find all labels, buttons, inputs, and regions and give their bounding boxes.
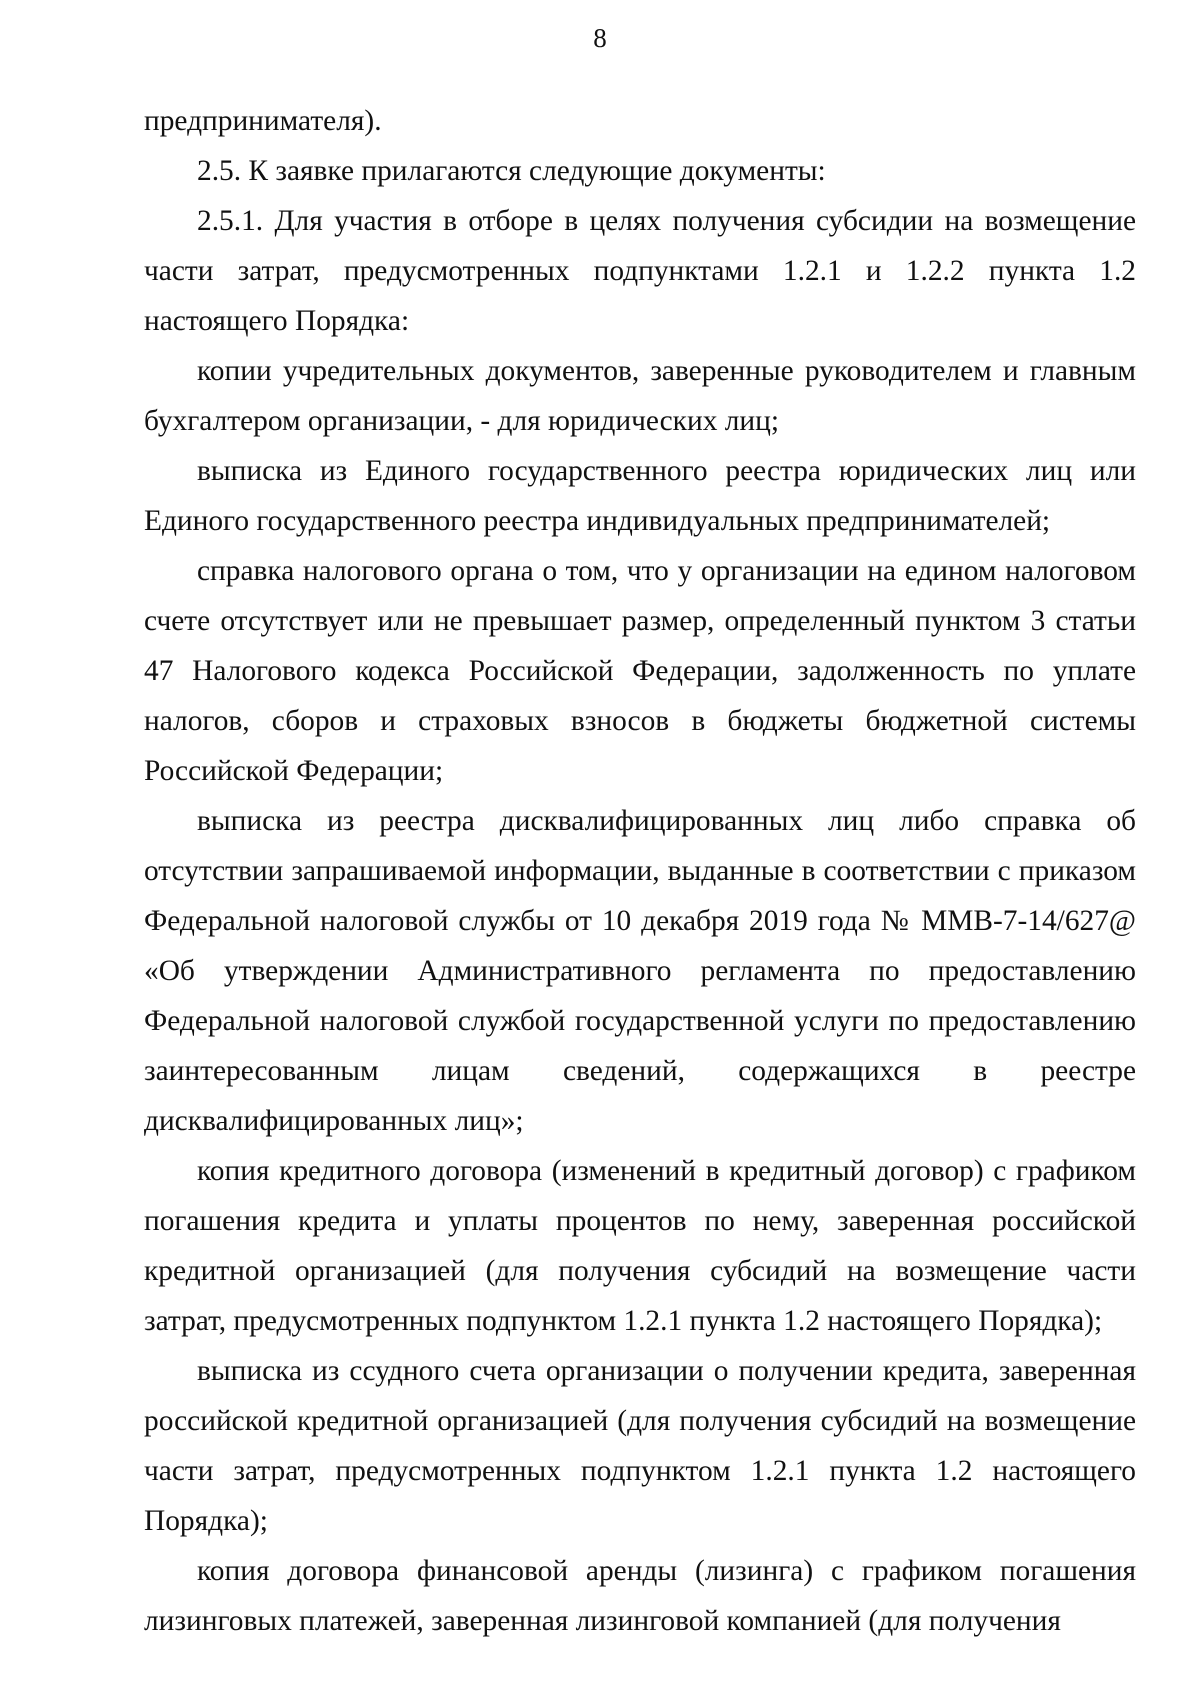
paragraph-tax-certificate: справка налогового органа о том, что у организации на едином налоговом счете отсутствует или не превышает размер, определенный пунктом 3 статьи 47 Налогового кодекса Российской Федерации, задолженность по уплате налогов, сборов и страховых взносов в бюджеты бюджетной системы Российской Федерации; (144, 555, 1136, 787)
paragraph-founding-documents: копии учредительных документов, заверенные руководителем и главным бухгалтером организации, - для юридических лиц; (144, 355, 1136, 437)
paragraph-disqualified-registry: выписка из реестра дисквалифицированных лиц либо справка об отсутствии запрашиваемой информации, выданные в соответствии с приказом Федеральной налоговой службы от 10 декабря 2019 года № ММВ-7-14/627@ «Об утверждении Административного регламента по предоставлению Федеральной налоговой службой государственной услуги по предоставлению заинтересованным лицам сведений, содержащихся в реестре дисквалифицированных лиц»; (144, 805, 1136, 1137)
paragraph-section-2-5-1: 2.5.1. Для участия в отборе в целях получения субсидии на возмещение части затрат, предусмотренных подпунктами 1.2.1 и 1.2.2 пункта 1.2 настоящего Порядка: (144, 205, 1136, 337)
paragraph-leasing-agreement: копия договора финансовой аренды (лизинга) с графиком погашения лизинговых платежей, заверенная лизинговой компанией (для получения (144, 1555, 1136, 1637)
document-body (144, 96, 1136, 1646)
paragraph-continuation: предпринимателя). (144, 105, 382, 137)
page-number: 8 (593, 23, 607, 53)
paragraph-section-2-5: 2.5. К заявке прилагаются следующие документы: (197, 155, 826, 187)
paragraph-registry-extract: выписка из Единого государственного реестра юридических лиц или Единого государственного реестра индивидуальных предпринимателей; (144, 455, 1136, 537)
paragraph-loan-account-extract: выписка из ссудного счета организации о получении кредита, заверенная российской кредитной организацией (для получения субсидий на возмещение части затрат, предусмотренных подпунктом 1.2.1 пункта 1.2 настоящего Порядка); (144, 1355, 1136, 1537)
paragraph-credit-agreement: копия кредитного договора (изменений в кредитный договор) с графиком погашения кредита и уплаты процентов по нему, заверенная российской кредитной организацией (для получения субсидий на возмещение части затрат, предусмотренных подпунктом 1.2.1 пункта 1.2 настоящего Порядка); (144, 1155, 1136, 1337)
